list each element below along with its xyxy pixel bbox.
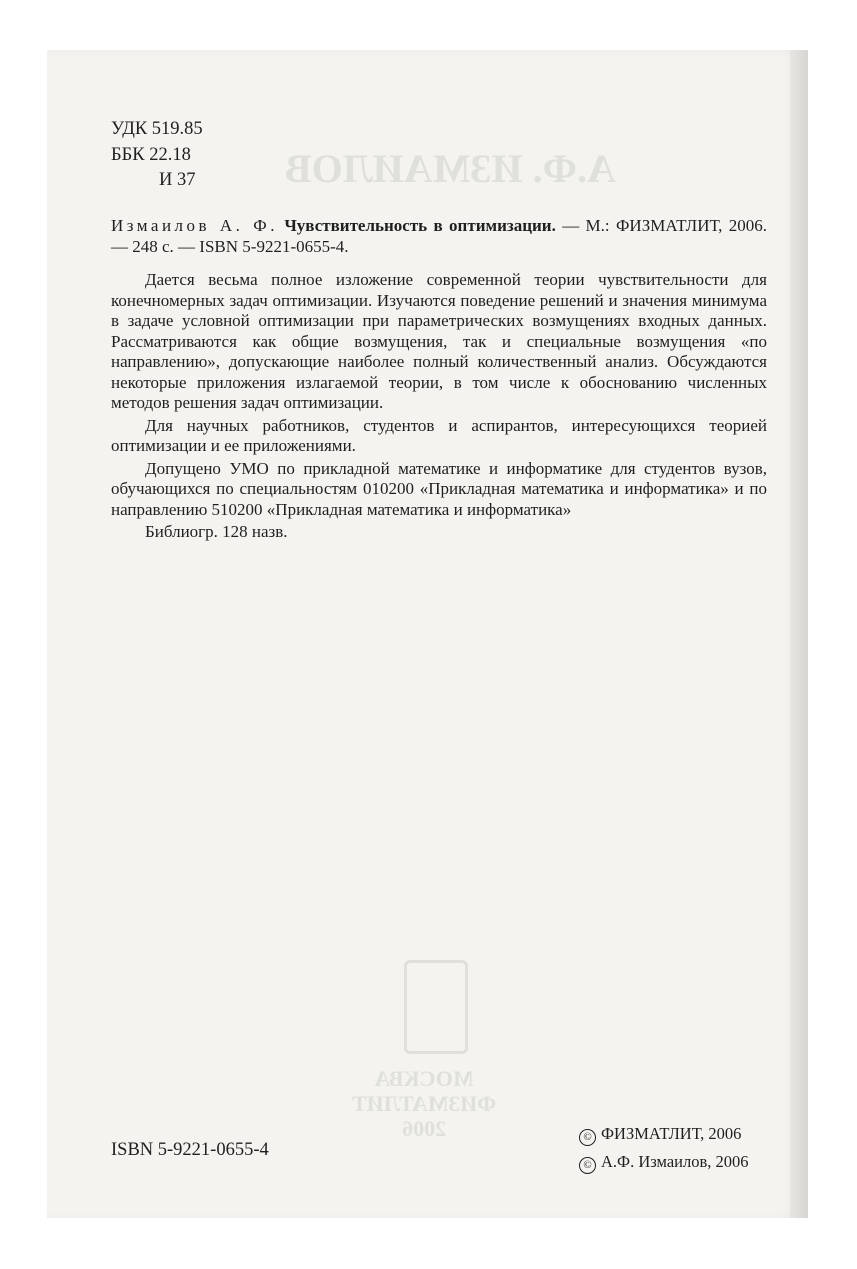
copyright-author <box>579 1148 749 1176</box>
copyright-publisher <box>579 1120 749 1148</box>
annotation-paragraph: Для научных работников, студентов и аспирантов, интересующихся теорией оптимизации и ее приложениями. <box>111 415 767 455</box>
reference-imprint: ФИЗМАТЛИТ, 2006. — 248 с. — ISBN 5-9221-0655-4. <box>111 216 768 256</box>
copyright-block <box>579 1120 749 1176</box>
show-through-title: А.Ф. ИЗМАИЛОВ <box>285 146 616 191</box>
annotation <box>111 270 767 543</box>
annotation-paragraph: Допущено УМО по прикладной математике и информатике для студентов вузов, обучающихся по специальностям 010200 «Прикладная математика и информатика» и по направлению 510200 «Прикладная математика и информатика» <box>111 458 767 519</box>
book-page <box>47 50 807 1218</box>
annotation-paragraph: Дается весьма полное изложение современной теории чувствительности для конечномерных задач оптимизации. Изучаются поведение решений и значения минимума в задаче условной оптимизации при параметрических возмущениях входных данных. Рассматриваются как общие возмущения, так и специальные возмущения «по направлению», допускающие наиболее полный количественный анализ. Обсуждаются некоторые приложения излагаемой теории, в том числе к обоснованию численных методов решения задач оптимизации. <box>111 270 767 412</box>
reference-author: Измаилов А. Ф. <box>111 216 278 235</box>
bibliography-count: Библиогр. 128 назв. <box>145 522 288 541</box>
copyright-author-text: А.Ф. Измаилов, 2006 <box>601 1152 749 1171</box>
classification-codes <box>111 117 203 194</box>
copyright-icon: © <box>579 1157 596 1174</box>
isbn: ISBN 5-9221-0655-4 <box>111 1140 269 1160</box>
bibliographic-reference <box>111 216 767 257</box>
copyright-icon: © <box>579 1129 596 1146</box>
reference-place: — М.: <box>555 216 610 235</box>
author-mark: И 37 <box>159 170 196 190</box>
reference-title: Чувствительность в оптимизации. <box>284 216 556 235</box>
copyright-publisher-text: ФИЗМАТЛИТ, 2006 <box>601 1124 742 1143</box>
udk-code: УДК 519.85 <box>111 119 203 139</box>
show-through-logo <box>404 960 468 1054</box>
page-edge-shadow <box>790 50 808 1218</box>
show-through-imprint: МОСКВА ФИЗМАТЛИТ 2006 <box>352 1066 497 1141</box>
bbk-code: ББК 22.18 <box>111 144 191 165</box>
